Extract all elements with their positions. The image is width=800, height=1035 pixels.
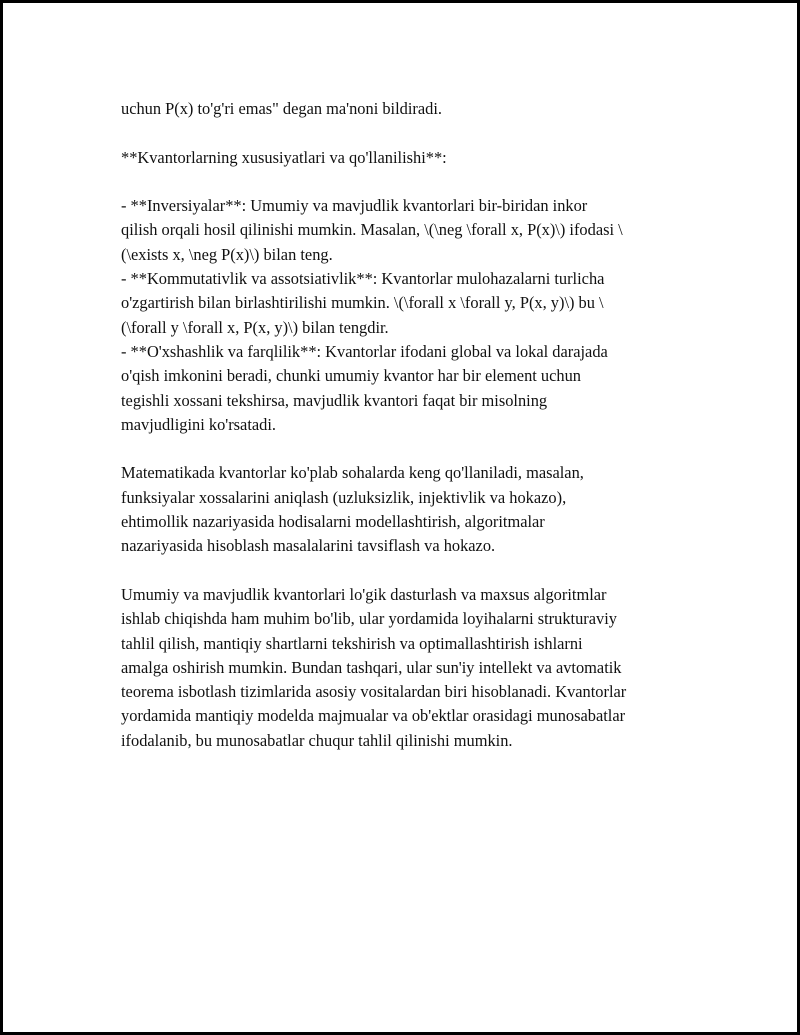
document-body: [121, 97, 696, 753]
text-line: funksiyalar xossalarini aniqlash (uzluksizlik, injektivlik va hokazo),: [121, 487, 567, 507]
text-line: ifodalanib, bu munosabatlar chuqur tahlil qilinishi mumkin.: [121, 730, 513, 750]
text-line: (\forall y \forall x, P(x, y)\) bilan tengdir.: [121, 317, 389, 337]
text-line: o'zgartirish bilan birlashtirilishi mumkin. \(\forall x \forall y, P(x, y)\) bu \: [121, 293, 604, 313]
text-line: Umumiy va mavjudlik kvantorlari lo'gik dasturlash va maxsus algoritmlar: [121, 584, 607, 604]
bullet-line: - **O'xshashlik va farqlilik**: Kvantorlar ifodani global va lokal darajada: [121, 341, 608, 361]
paragraph-gap: [121, 170, 696, 194]
text-line: nazariyasida hisoblash masalalarini tavsiflash va hokazo.: [121, 536, 496, 556]
paragraph-gap: [121, 559, 696, 583]
text-line: (\exists x, \neg P(x)\) bilan teng.: [121, 244, 333, 264]
section-heading: **Kvantorlarning xususiyatlari va qo'llanilishi**:: [121, 147, 447, 167]
text-line: ishlab chiqishda ham muhim bo'lib, ular yordamida loyihalarni strukturaviy: [121, 609, 617, 629]
paragraph-gap: [121, 121, 696, 145]
text-line: Matematikada kvantorlar ko'plab sohalarda keng qo'llaniladi, masalan,: [121, 463, 584, 483]
bullet-line: - **Kommutativlik va assotsiativlik**: Kvantorlar mulohazalarni turlicha: [121, 269, 605, 289]
text-line: tahlil qilish, mantiqiy shartlarni tekshirish va optimallashtirish ishlarni: [121, 633, 583, 653]
text-line: tegishli xossani tekshirsa, mavjudlik kvantori faqat bir misolning: [121, 390, 548, 410]
bullet-line: - **Inversiyalar**: Umumiy va mavjudlik kvantorlari bir-biridan inkor: [121, 196, 588, 216]
text-line: o'qish imkonini beradi, chunki umumiy kvantor har bir element uchun: [121, 366, 581, 386]
text-line: qilish orqali hosil qilinishi mumkin. Masalan, \(\neg \forall x, P(x)\) ifodasi \: [121, 220, 623, 240]
text-line: mavjudligini ko'rsatadi.: [121, 414, 276, 434]
text-line: yordamida mantiqiy modelda majmualar va ob'ektlar orasidagi munosabatlar: [121, 706, 626, 726]
paragraph-gap: [121, 437, 696, 461]
text-line: teorema isbotlash tizimlarida asosiy vositalardan biri hisoblanadi. Kvantorlar: [121, 682, 627, 702]
text-line: amalga oshirish mumkin. Bundan tashqari, ular sun'iy intellekt va avtomatik: [121, 657, 622, 677]
text-line: ehtimollik nazariyasida hodisalarni modellashtirish, algoritmalar: [121, 512, 545, 532]
text-line: uchun P(x) to'g'ri emas" degan ma'noni bildiradi.: [121, 99, 442, 118]
